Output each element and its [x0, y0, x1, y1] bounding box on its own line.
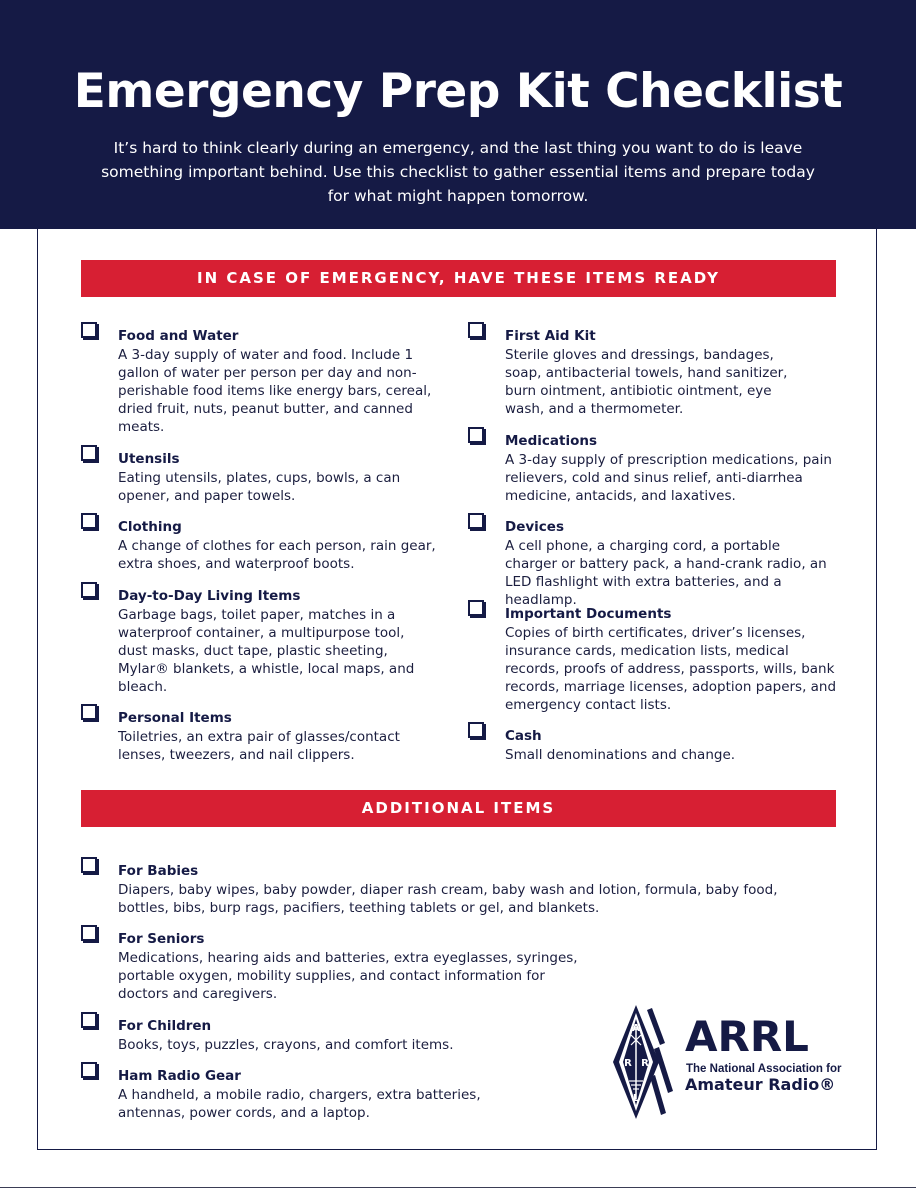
item-description: Garbage bags, toilet paper, matches in a waterproof container, a multipurpose tool, dust masks, duct tape, plastic sheeting, Mylar® blankets, a whistle, local maps, and bleach. [118, 607, 415, 695]
item-description: Medications, hearing aids and batteries, extra eyeglasses, syringes, portable oxygen, mobility supplies, and contact information for doctors and caregivers. [118, 950, 578, 1002]
section-banner-emergency: IN CASE OF EMERGENCY, HAVE THESE ITEMS READY [81, 260, 836, 297]
checkbox-icon[interactable] [468, 427, 484, 443]
checkbox-icon[interactable] [468, 322, 484, 338]
checkbox-icon[interactable] [81, 445, 97, 461]
header-banner [0, 0, 916, 229]
checkbox-icon[interactable] [81, 582, 97, 598]
emblem-letter: R [624, 1058, 632, 1069]
arrl-logo [611, 1003, 851, 1121]
item-title: Important Documents [505, 606, 672, 622]
page-title: Emergency Prep Kit Checklist [73, 64, 843, 119]
item-title: Devices [505, 519, 564, 535]
checkbox-icon[interactable] [81, 704, 97, 720]
item-description: Eating utensils, plates, cups, bowls, a can opener, and paper towels. [118, 470, 401, 504]
emblem-letter: R [641, 1058, 649, 1069]
item-description: Toiletries, an extra pair of glasses/contact lenses, tweezers, and nail clippers. [118, 729, 400, 763]
item-title: For Babies [118, 863, 199, 879]
item-title: Medications [505, 433, 597, 449]
checkbox-icon[interactable] [81, 513, 97, 529]
item-description: Books, toys, puzzles, crayons, and comfort items. [118, 1037, 454, 1053]
checkbox-icon[interactable] [468, 722, 484, 738]
brand-tagline-bottom: Amateur Radio® [685, 1075, 836, 1094]
item-description: A 3-day supply of prescription medications, pain relievers, cold and sinus relief, anti-diarrhea medicine, antacids, and laxatives. [505, 452, 832, 504]
checkbox-icon[interactable] [81, 1012, 97, 1028]
checkbox-icon[interactable] [81, 322, 97, 338]
intro-text: It’s hard to think clearly during an emergency, and the last thing you want to do is leave something important behind. Use this checklist to gather essential items and prepare today for what might happen tomorrow. [101, 139, 815, 205]
item-title: Day-to-Day Living Items [118, 588, 301, 604]
emblem-letter: A [632, 1023, 640, 1034]
item-title: Food and Water [118, 328, 239, 344]
checkbox-icon[interactable] [81, 1062, 97, 1078]
item-description: Small denominations and change. [505, 747, 736, 763]
checkbox-icon[interactable] [468, 513, 484, 529]
item-description: Copies of birth certificates, driver’s licenses, insurance cards, medication lists, medical records, proofs of address, passports, wills, bank records, marriage licenses, adoption papers, and emergency contact lists. [505, 625, 837, 713]
arrl-emblem-icon [611, 1003, 681, 1121]
item-title: For Seniors [118, 931, 205, 947]
item-title: For Children [118, 1018, 212, 1034]
checkbox-icon[interactable] [81, 925, 97, 941]
item-title: First Aid Kit [505, 328, 596, 344]
bottom-divider [0, 1187, 916, 1188]
item-title: Cash [505, 728, 542, 744]
item-description: Diapers, baby wipes, baby powder, diaper rash cream, baby wash and lotion, formula, baby food, bottles, bibs, burp rags, pacifiers, teething tablets or gel, and blankets. [118, 882, 778, 916]
emblem-letter: L [632, 1093, 640, 1104]
item-description: A 3-day supply of water and food. Include 1 gallon of water per person per day and non-perishable food items like energy bars, cereal, dried fruit, nuts, peanut butter, and canned meats. [118, 347, 432, 435]
section-banner-additional: ADDITIONAL ITEMS [81, 790, 836, 827]
item-title: Personal Items [118, 710, 232, 726]
item-description: A cell phone, a charging cord, a portable charger or battery pack, a hand-crank radio, an LED flashlight with extra batteries, and a headlamp. [505, 538, 827, 608]
brand-tagline-top: The National Association for [686, 1063, 842, 1075]
item-description: Sterile gloves and dressings, bandages, soap, antibacterial towels, hand sanitizer, burn ointment, antibiotic ointment, eye wash, and a thermometer. [505, 347, 788, 417]
checkbox-icon[interactable] [81, 857, 97, 873]
item-description: A handheld, a mobile radio, chargers, extra batteries, antennas, power cords, and a laptop. [118, 1087, 481, 1121]
item-title: Utensils [118, 451, 180, 467]
item-description: A change of clothes for each person, rain gear, extra shoes, and waterproof boots. [118, 538, 436, 572]
checkbox-icon[interactable] [468, 600, 484, 616]
brand-name: ARRL [685, 1012, 809, 1061]
item-title: Ham Radio Gear [118, 1068, 241, 1084]
item-title: Clothing [118, 519, 182, 535]
